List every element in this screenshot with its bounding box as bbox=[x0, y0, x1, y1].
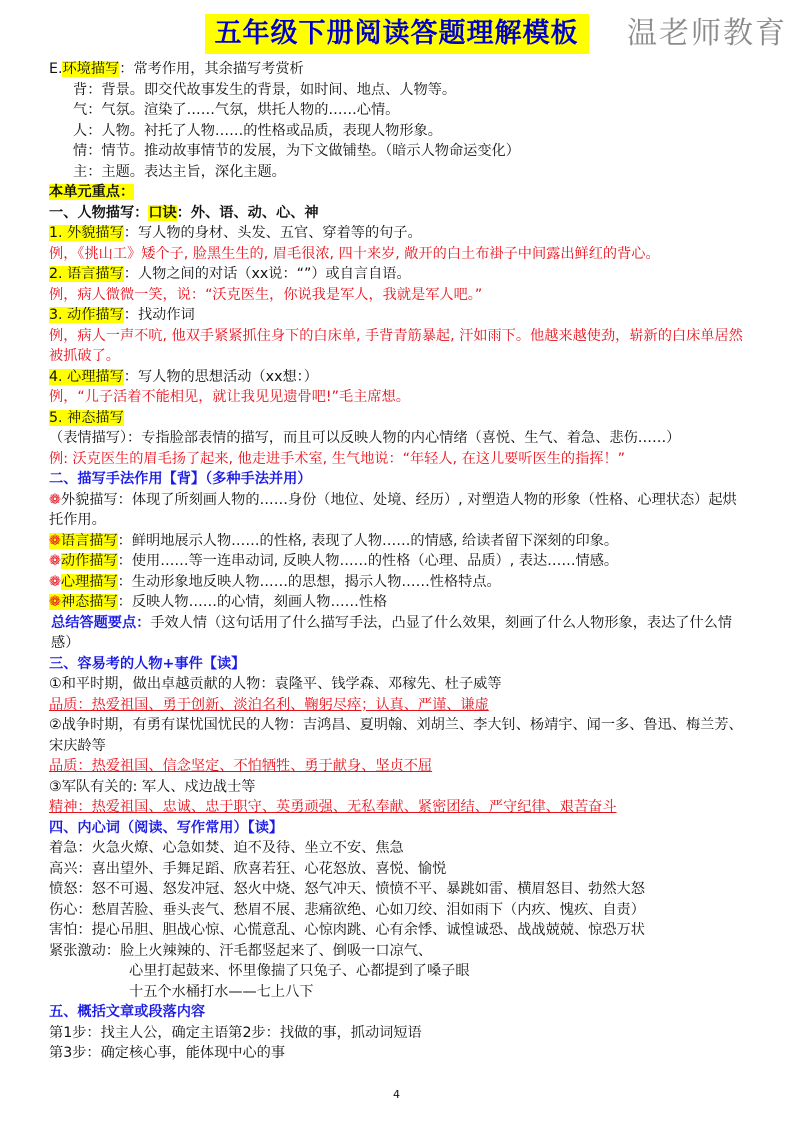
flower-bullet-icon: ❁ bbox=[49, 532, 61, 549]
env-item: 主：主题。表达主旨，深化主题。 bbox=[73, 163, 286, 180]
env-prefix: E. bbox=[49, 61, 63, 77]
s1-item-label: 1. 外貌描写 bbox=[49, 225, 124, 241]
s1-heading-hl: 口诀 bbox=[148, 204, 177, 221]
s3-p2-quality: 品质：热爱祖国、信念坚定、不怕牺牲、勇于献身、坚贞不屈 bbox=[49, 758, 433, 774]
env-item: 人：人物。衬托了人物……的性格或品质，表现人物形象。 bbox=[73, 122, 442, 139]
s1-item-text: ：找动作词 bbox=[123, 307, 195, 323]
s1-example-3: 例，病人一声不吭, 他双手紧紧抓住身下的白床单, 手背青筋暴起, 汗如雨下。他越来越使劲，崭新的白床单居然被抓破了。 bbox=[49, 327, 743, 364]
s2-item-label: 神态描写 bbox=[60, 594, 118, 610]
s2-heading: 二、描写手法作用【背】（多种手法并用） bbox=[49, 471, 312, 487]
s2-item-label: 动作描写 bbox=[60, 553, 118, 569]
s1-item-text: ：写人物的身材、头发、五官、穿着等的句子。 bbox=[123, 225, 422, 241]
s3-p2: ②战争时期，有勇有谋忧国忧民的人物：吉鸿昌、夏明翰、刘胡兰、李大钊、杨靖宇、闻一多、鲁迅、梅兰芳、宋庆龄等 bbox=[49, 717, 743, 754]
s1-item-text: （表情描写）：专指脸部表情的描写，而且可以反映人物的内心情绪（喜悦、生气、着急、悲伤……） bbox=[49, 430, 681, 446]
s3-p1: ①和平时期，做出卓越贡献的人物：袁隆平、钱学森、邓稼先、杜子威等 bbox=[49, 676, 502, 692]
s1-item-1 bbox=[49, 223, 749, 244]
s1-item-5 bbox=[49, 408, 749, 449]
s2-summary bbox=[49, 613, 749, 654]
flower-bullet-icon: ❁ bbox=[49, 553, 61, 569]
s1-item-3 bbox=[49, 305, 749, 326]
s3-p1-quality: 品质：热爱祖国、勇于创新、淡泊名利、鞠躬尽瘁；认真、严谨、谦虚 bbox=[49, 696, 489, 713]
s3-p3: ③军队有关的: 军人、戍边战士等 bbox=[49, 778, 256, 795]
env-label: 环境描写 bbox=[62, 61, 120, 77]
s2-item-label: 语言描写 bbox=[60, 532, 118, 549]
s1-item-label: 5. 神态描写 bbox=[49, 409, 124, 426]
s4-line: 伤心：愁眉苦脸、垂头丧气、愁眉不展、悲痛欲绝、心如刀绞、泪如雨下（内疚、愧疚、自责） bbox=[49, 901, 645, 918]
s4-line: 着急：火急火燎、心急如焚、迫不及待、坐立不安、焦急 bbox=[49, 840, 404, 856]
s3-p3-quality: 精神：热爱祖国、忠诚、忠于职守、英勇顽强、无私奉献、紧密团结、严守纪律、艰苦奋斗 bbox=[49, 799, 617, 815]
s4-cont: 心里打起鼓来、怀里像揣了只兔子、心都提到了嗓子眼 bbox=[129, 963, 470, 979]
s1-heading bbox=[49, 203, 749, 224]
s1-item-label: 4. 心理描写 bbox=[49, 368, 124, 385]
s1-item-text: ：人物之间的对话（xx说：“”）或自言自语。 bbox=[123, 266, 411, 282]
env-text: ：常考作用，其余描写考赏析 bbox=[119, 61, 304, 77]
page-number: 4 bbox=[393, 1088, 400, 1101]
s1-example-1: 例，《挑山工》矮个子, 脸黑生生的, 眉毛很浓, 四十来岁, 敞开的白土布褂子中间露出鲜红的背心。 bbox=[49, 245, 660, 262]
unit-key bbox=[49, 182, 749, 203]
s5-heading: 五、概括文章或段落内容 bbox=[49, 1004, 206, 1020]
s5-line: 第3步：确定核心事，能体现中心的事 bbox=[49, 1045, 286, 1061]
s4-heading: 四、内心词（阅读、写作常用）【读】 bbox=[49, 819, 284, 836]
flower-bullet-icon: ❁ bbox=[49, 491, 61, 508]
s4-line: 愤怒：怒不可遏、怒发冲冠、怒火中烧、怒气冲天、愤愤不平、暴跳如雷、横眉怒目、勃然大怒 bbox=[49, 881, 645, 897]
s4-cont: 十五个水桶打水——七上八下 bbox=[129, 983, 314, 1000]
watermark: 温老师教育 bbox=[627, 16, 787, 51]
env-item: 气：气氛。渲染了……气氛，烘托人物的……心情。 bbox=[73, 102, 400, 118]
s3-heading: 三、容易考的人物+事件【读】 bbox=[49, 655, 246, 672]
s4-line: 紧张激动：脸上火辣辣的、汗毛都竖起来了、倒吸一口凉气、 bbox=[49, 942, 433, 959]
s1-heading-a: 一、人物描写： bbox=[49, 204, 149, 221]
flower-bullet-icon: ❁ bbox=[49, 573, 61, 590]
s2-item bbox=[49, 551, 749, 572]
env-heading bbox=[49, 59, 749, 80]
s2-item-text: ：反映人物……的心情，刻画人物……性格 bbox=[117, 594, 388, 610]
unit-key-label: 本单元重点： bbox=[49, 184, 135, 200]
s2-item bbox=[49, 490, 749, 531]
s2-item-label: 心理描写 bbox=[60, 573, 118, 590]
s2-item-text: ：使用……等一连串动词, 反映人物……的性格（心理、品质）, 表达……情感。 bbox=[117, 553, 619, 569]
env-item: 背：背景。即交代故事发生的背景，如时间、地点、人物等。 bbox=[73, 81, 457, 98]
flower-bullet-icon: ❁ bbox=[49, 594, 61, 610]
s2-item bbox=[49, 572, 749, 593]
env-item: 情：情节。推动故事情节的发展，为下文做铺垫。（暗示人物命运变化） bbox=[73, 143, 520, 159]
s1-item-4 bbox=[49, 367, 749, 388]
document-body bbox=[49, 59, 749, 1064]
s2-item bbox=[49, 531, 749, 552]
s2-summary-text: 手效人情（这句话用了什么描写手法，凸显了什么效果，刻画了什么人物形象，表达了什么情感） bbox=[51, 614, 733, 651]
s1-heading-b: ：外、语、动、心、神 bbox=[176, 204, 319, 221]
s4-line: 高兴：喜出望外、手舞足蹈、欣喜若狂、心花怒放、喜悦、愉悦 bbox=[49, 860, 447, 877]
s2-item-text: ：鲜明地展示人物……的性格, 表现了人物……的情感, 给读者留下深刻的印象。 bbox=[117, 532, 619, 549]
s1-example-4: 例，“儿子活着不能相见，就让我见见遗骨吧!”毛主席想。 bbox=[49, 389, 410, 405]
s1-item-label: 3. 动作描写 bbox=[49, 307, 124, 323]
s1-item-text: ：写人物的思想活动（xx想：） bbox=[123, 368, 318, 385]
page-title: 五年级下册阅读答题理解模板 bbox=[205, 14, 589, 54]
s2-item-label: 外貌描写 bbox=[60, 491, 118, 508]
s1-example-5: 例: 沃克医生的眉毛扬了起来, 他走进手术室, 生气地说：“年轻人, 在这儿要听医生的指挥！” bbox=[49, 450, 625, 467]
s1-item-label: 2. 语言描写 bbox=[49, 266, 124, 282]
s1-item-2 bbox=[49, 264, 749, 285]
s2-item-text: ：生动形象地反映人物……的思想，揭示人物……性格特点。 bbox=[117, 573, 501, 590]
s2-item-text: ：体现了所刻画人物的……身份（地位、处境、经历）, 对塑造人物的形象（性格、心理状态）起烘托作用。 bbox=[49, 491, 737, 528]
s2-summary-label: 总结答题要点： bbox=[51, 614, 151, 631]
s1-example-2: 例，病人微微一笑，说：“沃克医生，你说我是军人，我就是军人吧。” bbox=[49, 286, 483, 303]
s4-line: 害怕：提心吊胆、胆战心惊、心慌意乱、心惊肉跳、心有余悸、诚惶诚恐、战战兢兢、惊恐万状 bbox=[49, 922, 645, 938]
s5-line: 第1步：找主人公，确定主语第2步：找做的事，抓动词短语 bbox=[49, 1024, 422, 1041]
s2-item bbox=[49, 592, 749, 613]
